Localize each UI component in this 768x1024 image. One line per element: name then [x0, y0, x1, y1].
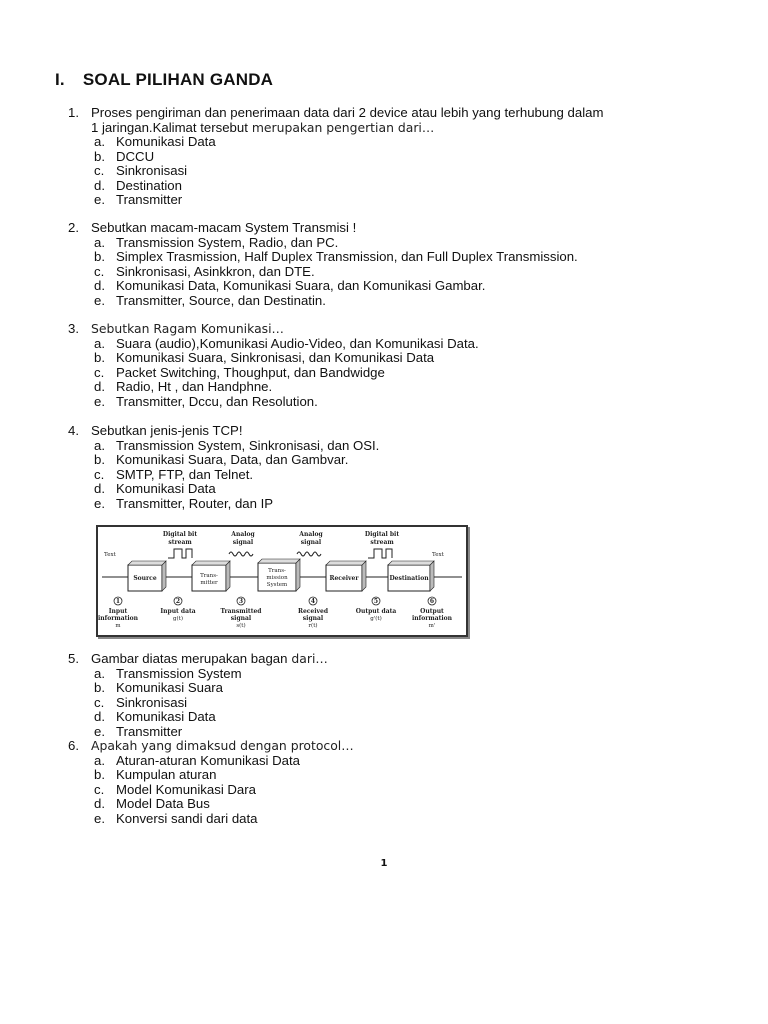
question-5 [68, 652, 708, 739]
svg-text:g(t): g(t) [172, 616, 184, 622]
option-a[interactable]: a. Aturan-aturan Komunikasi Data [94, 752, 300, 768]
option-d[interactable]: d. Radio, Ht , dan Handphne. [94, 379, 273, 394]
option-b[interactable]: b. Komunikasi Suara, Sinkronisasi, dan Komunikasi Data [94, 350, 435, 365]
circle-6 [428, 597, 436, 605]
option-list [68, 236, 708, 309]
bottom-label-5 [356, 608, 397, 622]
analog-waveform-icon [229, 552, 253, 556]
question-3 [68, 322, 708, 409]
option-list [68, 667, 708, 740]
question-number: 3. [68, 321, 79, 336]
option-b[interactable]: b. Komunikasi Suara, Data, dan Gambvar. [94, 452, 349, 467]
svg-text:Source: Source [133, 575, 157, 582]
option-list [68, 754, 708, 827]
question-2 [68, 221, 708, 308]
box-transmitter [192, 561, 230, 591]
option-e[interactable]: e. Transmitter, Source, dan Destinatin. [94, 292, 326, 308]
option-a[interactable]: a. Suara (audio),Komunikasi Audio-Video, dan Komunikasi Data. [94, 335, 479, 351]
option-b[interactable]: b. Kumpulan aturan [94, 767, 217, 782]
bottom-label-4 [298, 608, 329, 629]
diagram-svg [98, 527, 466, 635]
page-number: 1 [380, 858, 388, 869]
svg-text:s(t): s(t) [236, 623, 246, 629]
svg-text:1: 1 [115, 598, 121, 605]
svg-text:Received: Received [297, 608, 329, 615]
option-a[interactable]: a. Transmission System [94, 665, 242, 681]
svg-text:5: 5 [373, 598, 379, 605]
option-e[interactable]: e. Transmitter, Router, dan IP [94, 495, 274, 511]
svg-text:g'(t): g'(t) [370, 616, 382, 622]
option-c[interactable]: c. Sinkronisasi, Asinkkron, dan DTE. [94, 263, 315, 279]
top-label-3-line2: signal [300, 539, 322, 546]
option-c[interactable]: c. Packet Switching, Thoughput, dan Bandwidge [94, 364, 385, 380]
top-label-2-line2: signal [232, 539, 254, 546]
svg-text:m: m [115, 623, 121, 629]
svg-text:Destination: Destination [389, 575, 429, 582]
question-text: Gambar diatas merupakan bagan dari… [91, 651, 328, 666]
svg-text:m': m' [428, 623, 436, 629]
section-title: SOAL PILIHAN GANDA [82, 70, 274, 89]
option-d[interactable]: d. Komunikasi Data [94, 709, 216, 724]
question-text: Proses pengiriman dan penerimaan data dari 2 device atau lebih yang terhubung dalam 1 jaringan.Kalimat tersebut merupakan pengertian dari… [91, 105, 604, 135]
option-e[interactable]: e. Transmitter [94, 723, 183, 739]
option-e[interactable]: e. Transmitter [94, 192, 183, 207]
bottom-label-2 [160, 608, 195, 622]
option-c[interactable]: c. Sinkronisasi [94, 163, 188, 178]
svg-text:Transmitted: Transmitted [220, 608, 262, 615]
option-a[interactable]: a. Komunikasi Data [94, 134, 216, 149]
question-number: 5. [68, 651, 79, 666]
question-6 [68, 739, 708, 826]
option-a[interactable]: a. Transmission System, Radio, dan PC. [94, 234, 339, 250]
option-c[interactable]: c. Sinkronisasi [94, 694, 188, 710]
question-1 [68, 106, 708, 208]
circle-5 [372, 597, 380, 605]
bottom-label-1 [98, 608, 139, 629]
top-label-4-line1: Digital bit [364, 531, 400, 538]
question-number: 2. [68, 220, 79, 235]
svg-text:System: System [266, 582, 288, 588]
option-b[interactable]: b. Komunikasi Suara [94, 680, 224, 695]
box-destination [388, 561, 434, 591]
svg-text:signal: signal [230, 615, 252, 622]
svg-text:mission: mission [266, 575, 288, 581]
option-list [68, 337, 708, 410]
box-source [128, 561, 166, 591]
top-label-1-line2: stream [168, 539, 192, 546]
svg-text:mitter: mitter [200, 580, 218, 586]
circle-3 [237, 597, 245, 605]
option-e[interactable]: e. Konversi sandi dari data [94, 810, 258, 826]
digital-waveform-icon [368, 549, 392, 558]
svg-text:signal: signal [302, 615, 324, 622]
svg-text:Trans-: Trans- [200, 573, 218, 579]
svg-text:information: information [411, 615, 453, 622]
question-number: 6. [68, 738, 79, 753]
svg-text:4: 4 [310, 598, 316, 605]
option-a[interactable]: a. Transmission System, Sinkronisasi, dan OSI. [94, 437, 380, 453]
box-receiver [326, 561, 366, 591]
top-label-4-line2: stream [370, 539, 394, 546]
top-label-2-line1: Analog [231, 531, 255, 538]
digital-waveform-icon [168, 549, 192, 558]
diagram-text-left: Text [104, 552, 116, 558]
analog-waveform-icon [297, 552, 321, 556]
bottom-label-3 [220, 608, 262, 629]
top-label-3-line1: Analog [299, 531, 323, 538]
option-list [68, 439, 708, 512]
svg-text:2: 2 [175, 598, 181, 605]
option-b[interactable]: b. DCCU [94, 148, 155, 164]
option-d[interactable]: d. Komunikasi Data [94, 481, 216, 496]
question-number: 1. [68, 105, 79, 120]
section-numeral: I. [55, 70, 65, 89]
option-c[interactable]: c. SMTP, FTP, dan Telnet. [94, 466, 254, 482]
bottom-label-6 [412, 608, 453, 629]
question-text: Sebutkan Ragam Komunikasi… [91, 321, 284, 336]
svg-text:Trans-: Trans- [268, 568, 286, 574]
option-d[interactable]: d. Destination [94, 177, 182, 193]
option-list [68, 135, 708, 208]
option-c[interactable]: c. Model Komunikasi Dara [94, 781, 256, 797]
question-4 [68, 424, 708, 511]
svg-text:information: information [98, 615, 139, 622]
question-text: Sebutkan jenis-jenis TCP! [91, 423, 243, 438]
svg-text:Input: Input [108, 608, 128, 615]
option-d[interactable]: d. Komunikasi Data, Komunikasi Suara, dan Komunikasi Gambar. [94, 278, 486, 293]
circle-4 [309, 597, 317, 605]
page-title [55, 70, 273, 90]
box-transmission-system [258, 559, 300, 591]
question-text: Apakah yang dimaksud dengan protocol… [91, 738, 354, 753]
option-e[interactable]: e. Transmitter, Dccu, dan Resolution. [94, 393, 318, 409]
svg-text:6: 6 [429, 598, 435, 605]
question-number: 4. [68, 423, 79, 438]
option-b[interactable]: b. Simplex Trasmission, Half Duplex Transmission, dan Full Duplex Transmission. [94, 249, 578, 264]
svg-text:Input data: Input data [160, 608, 196, 615]
question-text: Sebutkan macam-macam System Transmisi ! [91, 220, 357, 235]
top-label-1-line1: Digital bit [162, 531, 198, 538]
option-d[interactable]: d. Model Data Bus [94, 796, 210, 811]
svg-text:r(t): r(t) [308, 623, 318, 629]
svg-text:3: 3 [238, 598, 244, 605]
communication-system-diagram [96, 525, 468, 637]
svg-text:Receiver: Receiver [329, 575, 359, 582]
circle-1 [114, 597, 122, 605]
circle-2 [174, 597, 182, 605]
diagram-text-right: Text [432, 552, 444, 558]
svg-text:Output: Output [420, 608, 444, 615]
svg-text:Output data: Output data [355, 608, 397, 615]
